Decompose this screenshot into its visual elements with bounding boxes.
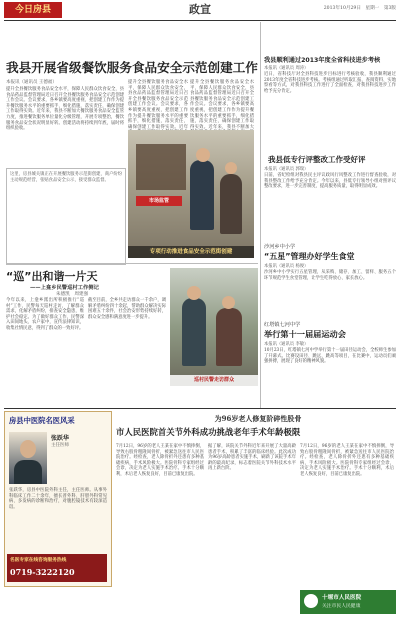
doctor-feature-box [4, 411, 112, 587]
doctor-photo [9, 432, 47, 484]
newspaper-logo: 今日房县 [4, 2, 62, 18]
hospital-ad-line2: 关注市民人民健康 [322, 604, 361, 609]
right-a3-byline: 本报讯（通讯员 杨俊） [264, 264, 309, 269]
hospital-ad [300, 590, 396, 614]
right-a4-body: 10月23日，红塔镇七河中学举行第十一届田径运动会，全校师生参加了开幕式。比赛设田径、跳远、跳高等项目，在比赛中，运动员们顽强拼搏，展现了良好的精神风貌。 [264, 348, 396, 365]
hotline-box [7, 554, 107, 582]
photo-caption: 专项行动推进食品安全示范街创建 [128, 246, 254, 258]
mid-rule [6, 263, 258, 264]
photo2-caption: 巡村民警走访群众 [170, 375, 258, 386]
issue-date: 2013年10月29日 星期一 第3版 [323, 6, 396, 11]
right-a2-body: 日前，省纪检组对我县民主评议政风行风整改工作进行督查验收，对我县整改工作给予充分肯定。今年以来，县低专行领导小组对照评议整改要求，进一步完善制度，提高服务质量，取得明显成效。 [264, 173, 396, 190]
section-title: 政宣 [189, 3, 211, 16]
bottom-headline: 市人民医院首关节外科成功挑战老年手术年龄极限 [116, 427, 301, 437]
right-a3-headline: “五星”管理办好学生食堂 [264, 252, 355, 261]
main-body-col2: 提升全县餐饮服务食品安全水平，保障人民群众饮食安全，县食品药品监督管理局近日召开全县餐饮服务食品安全示范创建工作会议。会议要求，各乡镇要高度重视，把创建工作作为提升餐饮服务水平的重要抓手，细化措施，落实责任，确保创建工作取得实效。近年 [128, 80, 188, 130]
mid-headline: “巡”出和谐一片天 [6, 270, 98, 283]
hotline-phone: 0719-3222120 [10, 567, 75, 577]
right-a2-byline: 本报讯（通讯员 郭瑞） [264, 167, 309, 172]
hospital-logo-icon [304, 594, 318, 608]
right-a1-body: 近日，省科技厅对全县科技进步目标进行考核验收，我县顺利通过2013年度全省科技进步考核。考核组通过听取汇报、查阅资料、实地察看等方式，对我县科技工作进行了全面检查，对我县科技进步工作给予充分肯定。 [264, 72, 396, 94]
right-a1-byline: 本报讯（通讯员 周涛） [264, 66, 309, 71]
hotline-text: 名医专家在线咨询服务热线 [10, 558, 67, 563]
bottom-body-col3: 7月12日，96岁的老人王某在家中不慎摔倒，导致右股骨粗隆间骨折，被紧急送往市人民医院治疗。经检查，老人除骨折外还患有多种基础疾病，手术风险极大。医院骨科专家组经过会诊，决定为老人实施手术治疗。手术十分顺利，术后老人恢复良好，目前已康复出院。 [300, 444, 394, 477]
right-a3-body: 沙河乡中小学实行五星管理，从采购、储存、加工、留样、服务五个环节规范学生食堂管理，让学生吃得放心、家长放心。 [264, 270, 396, 281]
right-a4-headline: 举行第十一届届运动会 [264, 329, 346, 339]
hospital-ad-line1: 十堰市人民医院 [322, 595, 362, 601]
photo-sign: 市场监管 [136, 196, 182, 206]
right-a1-headline: 我县顺利通过2013年度全省科技进步考核 [264, 57, 381, 64]
mid-body2: 截至目前，全乡共走访群众一千余户，调解矛盾纠纷四十余起，帮助群众解决实际困难五十余件，社会治安形势持续好转，群众安全感和满意度进一步提升。 [88, 298, 166, 320]
doctor-feature-title: 房县中医院名医风采 [9, 416, 75, 425]
right-a2-headline: 我县低专行评整改工作受好评 [268, 155, 366, 164]
header-rule [4, 20, 396, 21]
photo-food-safety-street [128, 130, 254, 258]
doctor-subtitle: 主任医师 [51, 443, 69, 448]
bottom-body-col2: 据了解，该院关节外科近年来开展了大量高龄患者手术，积累了丰富的临床经验。此次成功为96岁高龄患者实施手术，刷新了该院手术年龄的最高纪录，标志着医院关节外科技术水平再上新台阶。 [208, 444, 296, 472]
right-a4-byline: 本报讯（通讯员 李敏） [264, 342, 309, 347]
section-rule [4, 408, 396, 409]
right-a3-kicker: 沙河乡中小学 [264, 244, 296, 250]
bottom-kicker: 为96岁老人修复阶碎性股骨 [214, 414, 302, 423]
main-byline: 本报讯（通讯员 王德福） [6, 80, 57, 85]
side-box [6, 168, 126, 265]
doctor-body: 张跃华，房县中医院外科主任，主任医师。从事外科临床工作二十余年，擅长普外科、肝胆外科常见病、多发病的诊断和治疗，对腹腔镜技术有较深造诣。 [9, 488, 107, 510]
main-headline: 我县开展省级餐饮服务食品安全示范创建工作 [6, 60, 258, 75]
mid-byline: 朱德凯 周建强 [56, 292, 89, 297]
main-body: 提升全县餐饮服务食品安全水平，保障人民群众饮食安全，县食品药品监督管理局近日召开全县餐饮服务食品安全示范创建工作会议。会议要求，各乡镇要高度重视，把创建工作作为提升餐饮服务水平的重要抓手，细化措施，落实责任，确保创建工作取得实效。近年来，我县不断加大餐饮服务食品安全监管力度，推进餐饮服务单位量化分级管理，开展专项整治，餐饮服务食品安全状况明显好转。创建活动将持续到年底，届时将组织验收。 [6, 87, 124, 132]
doctor-name: 张跃华 [51, 435, 70, 442]
photo-patrol [170, 268, 258, 386]
right-a4-kicker: 红塔镇七河中学 [264, 322, 301, 328]
mid-body: 今年以来，上龛乡派出所积极推行“巡村”工作，民警每天巡村走访，了解群众需求，化解矛盾纠纷，排查安全隐患，维护社会稳定。为了做好群众工作，民警深入田间地头、农户家中，宣传法律知识，收集社情民意，得到了群众的一致好评。 [6, 298, 84, 331]
main-body-col3: 提升全县餐饮服务食品安全水平，保障人民群众饮食安全，县食品药品监督管理局近日召开全县餐饮服务食品安全示范创建工作会议。会议要求，各乡镇要高度重视，把创建工作作为提升餐饮服务水平的重要抓手，细化措施，落实责任，确保创建工作取得实效。近年来，我县不断加大 [190, 80, 254, 130]
bottom-body-col1: 7月12日，96岁的老人王某在家中不慎摔倒，导致右股骨粗隆间骨折，被紧急送往市人民医院治疗。经检查，老人除骨折外还患有多种基础疾病，手术风险极大。医院骨科专家组经过会诊，决定为老人实施手术治疗。手术十分顺利，术后老人恢复良好，目前已康复出院。 [116, 444, 204, 477]
mid-subtitle: ——上龛乡民警巡村工作侧记 [30, 285, 99, 291]
side-text: 这里，房县城关镇正在开展餐饮服务示范街创建，商户纷纷主动规范经营，张贴食品安全公示，接受群众监督。 [10, 172, 122, 183]
column-divider [260, 22, 261, 408]
